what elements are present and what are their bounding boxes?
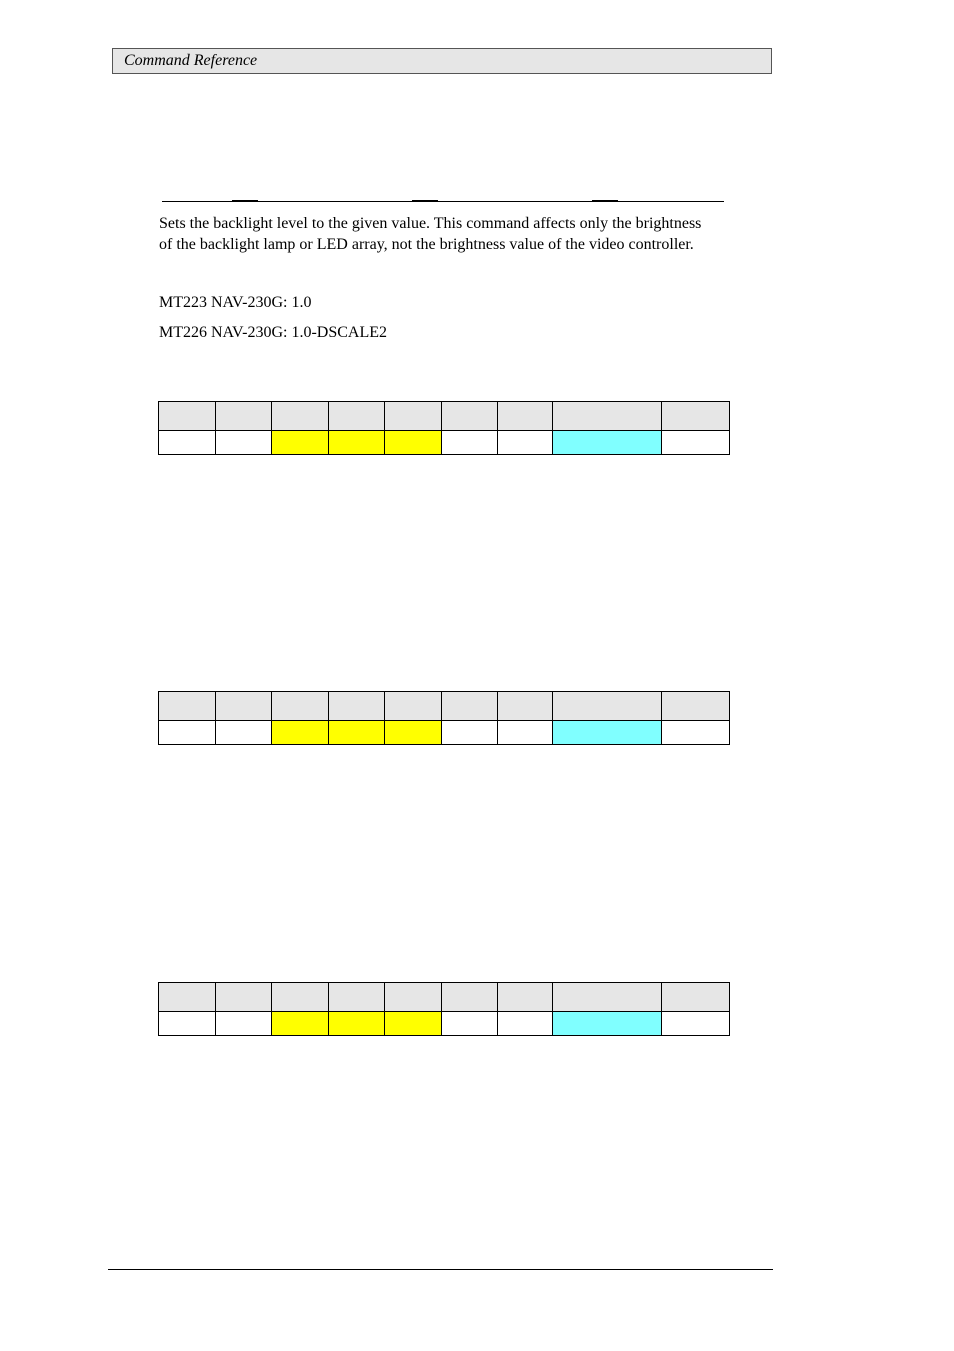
footer-rule	[108, 1269, 773, 1270]
table-header-row	[159, 692, 730, 721]
version-line: MT226 NAV-230G: 1.0-DSCALE2	[159, 324, 388, 341]
table-cell	[442, 721, 498, 745]
table-cell	[498, 983, 553, 1012]
command-frame-table	[158, 691, 730, 745]
table-cell	[662, 1012, 730, 1036]
table-cell	[662, 692, 730, 721]
highlighted-cell	[272, 1012, 329, 1036]
highlighted-cell	[385, 721, 442, 745]
version-line: MT223 NAV-230G: 1.0	[159, 294, 312, 311]
table-cell	[385, 983, 442, 1012]
table-cell	[498, 402, 553, 431]
command-frame-table	[158, 982, 730, 1036]
table-cell	[662, 402, 730, 431]
table-cell	[159, 431, 216, 455]
highlighted-cell	[329, 431, 385, 455]
table-cell	[553, 402, 662, 431]
table-cell	[553, 692, 662, 721]
table-cell	[159, 721, 216, 745]
table-cell	[553, 983, 662, 1012]
description-line: Sets the backlight level to the given value. This command affects only the brightness	[159, 215, 702, 232]
table-cell	[159, 983, 216, 1012]
table-row	[159, 1012, 730, 1036]
table-cell	[216, 692, 272, 721]
table-cell	[159, 1012, 216, 1036]
highlighted-cell	[385, 431, 442, 455]
description-line: of the backlight lamp or LED array, not the brightness value of the video controller.	[159, 236, 694, 253]
table-cell	[272, 402, 329, 431]
table-cell	[498, 1012, 553, 1036]
table-header-row	[159, 402, 730, 431]
table-cell	[498, 431, 553, 455]
highlighted-cell	[553, 431, 662, 455]
table-cell	[272, 692, 329, 721]
table-cell	[216, 721, 272, 745]
table-cell	[662, 983, 730, 1012]
table-cell	[216, 431, 272, 455]
highlighted-cell	[329, 1012, 385, 1036]
table-cell	[216, 983, 272, 1012]
table-cell	[442, 692, 498, 721]
table-cell	[498, 721, 553, 745]
highlighted-cell	[329, 721, 385, 745]
table-cell	[329, 983, 385, 1012]
table-cell	[442, 983, 498, 1012]
highlighted-cell	[385, 1012, 442, 1036]
table-cell	[498, 692, 553, 721]
highlighted-cell	[272, 721, 329, 745]
table-cell	[442, 431, 498, 455]
rule-accent	[232, 200, 258, 202]
page-header	[112, 48, 772, 74]
table-cell	[662, 721, 730, 745]
table-cell	[442, 402, 498, 431]
table-row	[159, 721, 730, 745]
command-description	[159, 213, 749, 255]
rule-accent	[592, 200, 618, 202]
table-cell	[216, 1012, 272, 1036]
table-cell	[272, 983, 329, 1012]
table-header-row	[159, 983, 730, 1012]
header-title: Command Reference	[124, 52, 258, 69]
table-cell	[329, 402, 385, 431]
highlighted-cell	[272, 431, 329, 455]
table-cell	[216, 402, 272, 431]
table-row	[159, 431, 730, 455]
table-cell	[385, 402, 442, 431]
table-cell	[385, 692, 442, 721]
table-cell	[159, 402, 216, 431]
command-frame-table	[158, 401, 730, 455]
table-cell	[159, 692, 216, 721]
table-cell	[442, 1012, 498, 1036]
highlighted-cell	[553, 1012, 662, 1036]
rule-accent	[412, 200, 438, 202]
table-cell	[662, 431, 730, 455]
table-cell	[329, 692, 385, 721]
highlighted-cell	[553, 721, 662, 745]
